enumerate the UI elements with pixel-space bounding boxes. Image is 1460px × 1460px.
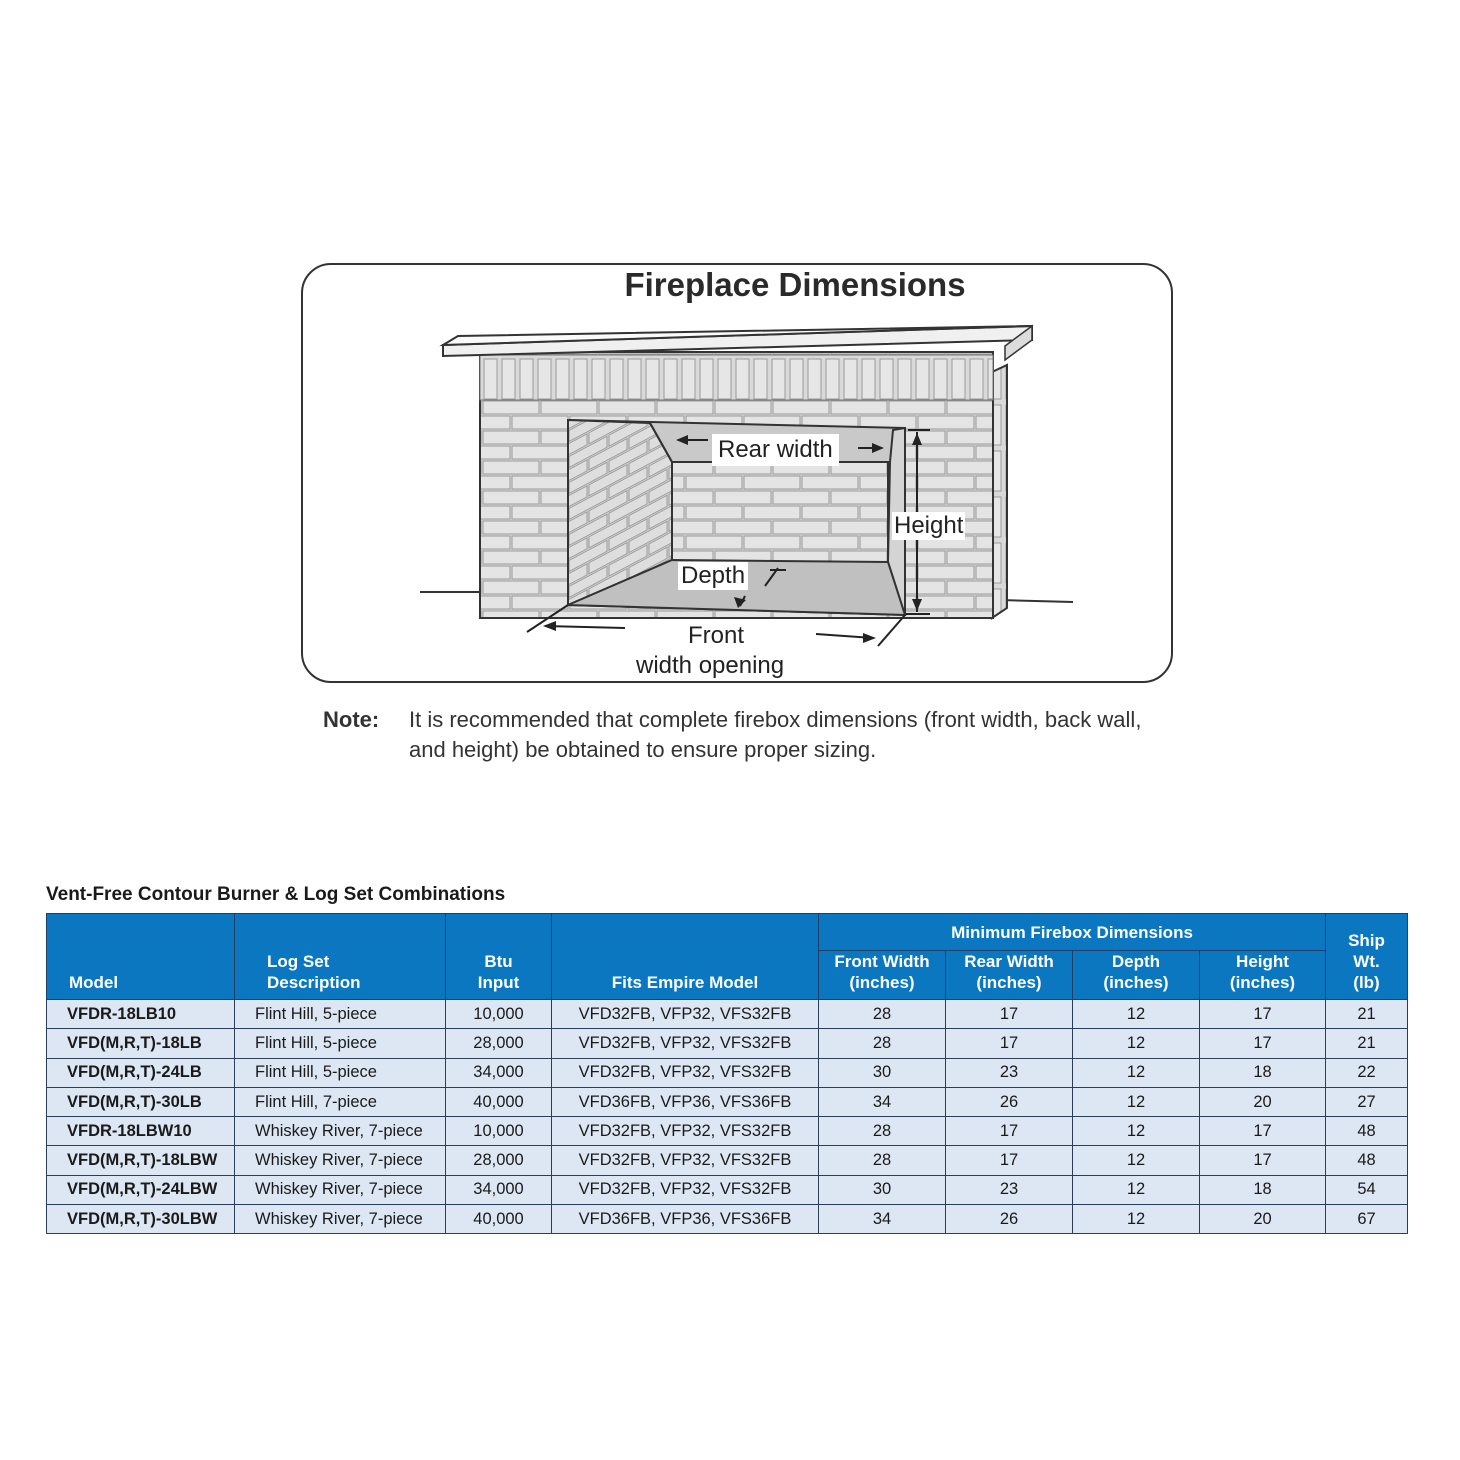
cell-model: VFD(M,R,T)-30LB <box>47 1087 235 1116</box>
cell-rear-width: 23 <box>946 1058 1073 1087</box>
cell-fits: VFD32FB, VFP32, VFS32FB <box>552 1175 819 1204</box>
table-title: Vent-Free Contour Burner & Log Set Combinations <box>46 884 506 905</box>
cell-rear-width: 26 <box>946 1205 1073 1234</box>
cell-btu: 40,000 <box>446 1205 552 1234</box>
cell-depth: 12 <box>1073 1029 1200 1058</box>
cell-ship-wt: 22 <box>1326 1058 1408 1087</box>
cell-height: 20 <box>1200 1205 1326 1234</box>
cell-rear-width: 17 <box>946 1117 1073 1146</box>
cell-front-width: 30 <box>819 1175 946 1204</box>
header-min-firebox: Minimum Firebox Dimensions <box>819 914 1326 951</box>
cell-front-width: 28 <box>819 1029 946 1058</box>
height-label: Height <box>894 512 964 539</box>
cell-depth: 12 <box>1073 1146 1200 1175</box>
cell-rear-width: 17 <box>946 1029 1073 1058</box>
cell-front-width: 34 <box>819 1087 946 1116</box>
cell-fits: VFD32FB, VFP32, VFS32FB <box>552 1146 819 1175</box>
cell-height: 20 <box>1200 1087 1326 1116</box>
cell-description: Whiskey River, 7-piece <box>235 1175 446 1204</box>
cell-fits: VFD36FB, VFP36, VFS36FB <box>552 1087 819 1116</box>
cell-height: 18 <box>1200 1175 1326 1204</box>
cell-model: VFD(M,R,T)-24LB <box>47 1058 235 1087</box>
cell-btu: 10,000 <box>446 1117 552 1146</box>
header-front-width: Front Width (inches) <box>819 951 946 1000</box>
cell-btu: 34,000 <box>446 1175 552 1204</box>
table-row <box>47 1000 1408 1029</box>
cell-height: 17 <box>1200 1029 1326 1058</box>
header-depth: Depth (inches) <box>1073 951 1200 1000</box>
cell-ship-wt: 21 <box>1326 1000 1408 1029</box>
cell-front-width: 30 <box>819 1058 946 1087</box>
cell-description: Whiskey River, 7-piece <box>235 1146 446 1175</box>
table-row <box>47 1058 1408 1087</box>
cell-btu: 34,000 <box>446 1058 552 1087</box>
cell-depth: 12 <box>1073 1117 1200 1146</box>
cell-description: Flint Hill, 5-piece <box>235 1000 446 1029</box>
cell-depth: 12 <box>1073 1175 1200 1204</box>
cell-btu: 40,000 <box>446 1087 552 1116</box>
table-row <box>47 1175 1408 1204</box>
cell-fits: VFD36FB, VFP36, VFS36FB <box>552 1205 819 1234</box>
rear-width-label: Rear width <box>712 434 839 466</box>
cell-model: VFD(M,R,T)-24LBW <box>47 1175 235 1204</box>
cell-btu: 10,000 <box>446 1000 552 1029</box>
cell-description: Flint Hill, 5-piece <box>235 1058 446 1087</box>
cell-front-width: 28 <box>819 1000 946 1029</box>
cell-description: Flint Hill, 7-piece <box>235 1087 446 1116</box>
diagram-title: Fireplace Dimensions <box>624 266 966 303</box>
cell-model: VFD(M,R,T)-18LBW <box>47 1146 235 1175</box>
table-row <box>47 1117 1408 1146</box>
header-btu: Btu Input <box>446 914 552 1000</box>
header-height: Height (inches) <box>1200 951 1326 1000</box>
cell-btu: 28,000 <box>446 1029 552 1058</box>
cell-ship-wt: 67 <box>1326 1205 1408 1234</box>
cell-model: VFDR-18LBW10 <box>47 1117 235 1146</box>
cell-rear-width: 26 <box>946 1087 1073 1116</box>
cell-height: 18 <box>1200 1058 1326 1087</box>
cell-height: 17 <box>1200 1000 1326 1029</box>
cell-fits: VFD32FB, VFP32, VFS32FB <box>552 1117 819 1146</box>
depth-label: Depth <box>678 562 748 590</box>
cell-ship-wt: 48 <box>1326 1117 1408 1146</box>
cell-model: VFD(M,R,T)-30LBW <box>47 1205 235 1234</box>
cell-height: 17 <box>1200 1146 1326 1175</box>
header-log-set: Log Set Description <box>235 914 446 1000</box>
cell-fits: VFD32FB, VFP32, VFS32FB <box>552 1058 819 1087</box>
note-label: Note: <box>323 707 380 732</box>
cell-model: VFDR-18LB10 <box>47 1000 235 1029</box>
cell-depth: 12 <box>1073 1058 1200 1087</box>
cell-fits: VFD32FB, VFP32, VFS32FB <box>552 1000 819 1029</box>
cell-ship-wt: 21 <box>1326 1029 1408 1058</box>
cell-depth: 12 <box>1073 1205 1200 1234</box>
cell-rear-width: 23 <box>946 1175 1073 1204</box>
front-width-label-line2: width opening <box>636 652 785 679</box>
table-row <box>47 1087 1408 1116</box>
cell-model: VFD(M,R,T)-18LB <box>47 1029 235 1058</box>
header-model: Model <box>47 914 235 1000</box>
cell-front-width: 28 <box>819 1117 946 1146</box>
cell-rear-width: 17 <box>946 1146 1073 1175</box>
cell-front-width: 28 <box>819 1146 946 1175</box>
cell-ship-wt: 27 <box>1326 1087 1408 1116</box>
front-width-label-line1: Front <box>688 622 745 649</box>
cell-front-width: 34 <box>819 1205 946 1234</box>
cell-height: 17 <box>1200 1117 1326 1146</box>
cell-ship-wt: 48 <box>1326 1146 1408 1175</box>
table-row <box>47 1205 1408 1234</box>
cell-fits: VFD32FB, VFP32, VFS32FB <box>552 1029 819 1058</box>
cell-description: Flint Hill, 5-piece <box>235 1029 446 1058</box>
table-row <box>47 1029 1408 1058</box>
cell-description: Whiskey River, 7-piece <box>235 1205 446 1234</box>
header-rear-width: Rear Width (inches) <box>946 951 1073 1000</box>
note-text: It is recommended that complete firebox dimensions (front width, back wall, and height) be obtained to ensure proper sizing. <box>409 707 1142 762</box>
header-fits: Fits Empire Model <box>552 914 819 1000</box>
cell-rear-width: 17 <box>946 1000 1073 1029</box>
cell-btu: 28,000 <box>446 1146 552 1175</box>
cell-ship-wt: 54 <box>1326 1175 1408 1204</box>
fireplace-illustration <box>0 0 1460 720</box>
header-ship-wt: Ship Wt. (lb) <box>1326 914 1408 1000</box>
cell-description: Whiskey River, 7-piece <box>235 1117 446 1146</box>
table-row <box>47 1146 1408 1175</box>
combinations-table <box>46 913 1408 1234</box>
cell-depth: 12 <box>1073 1087 1200 1116</box>
cell-depth: 12 <box>1073 1000 1200 1029</box>
